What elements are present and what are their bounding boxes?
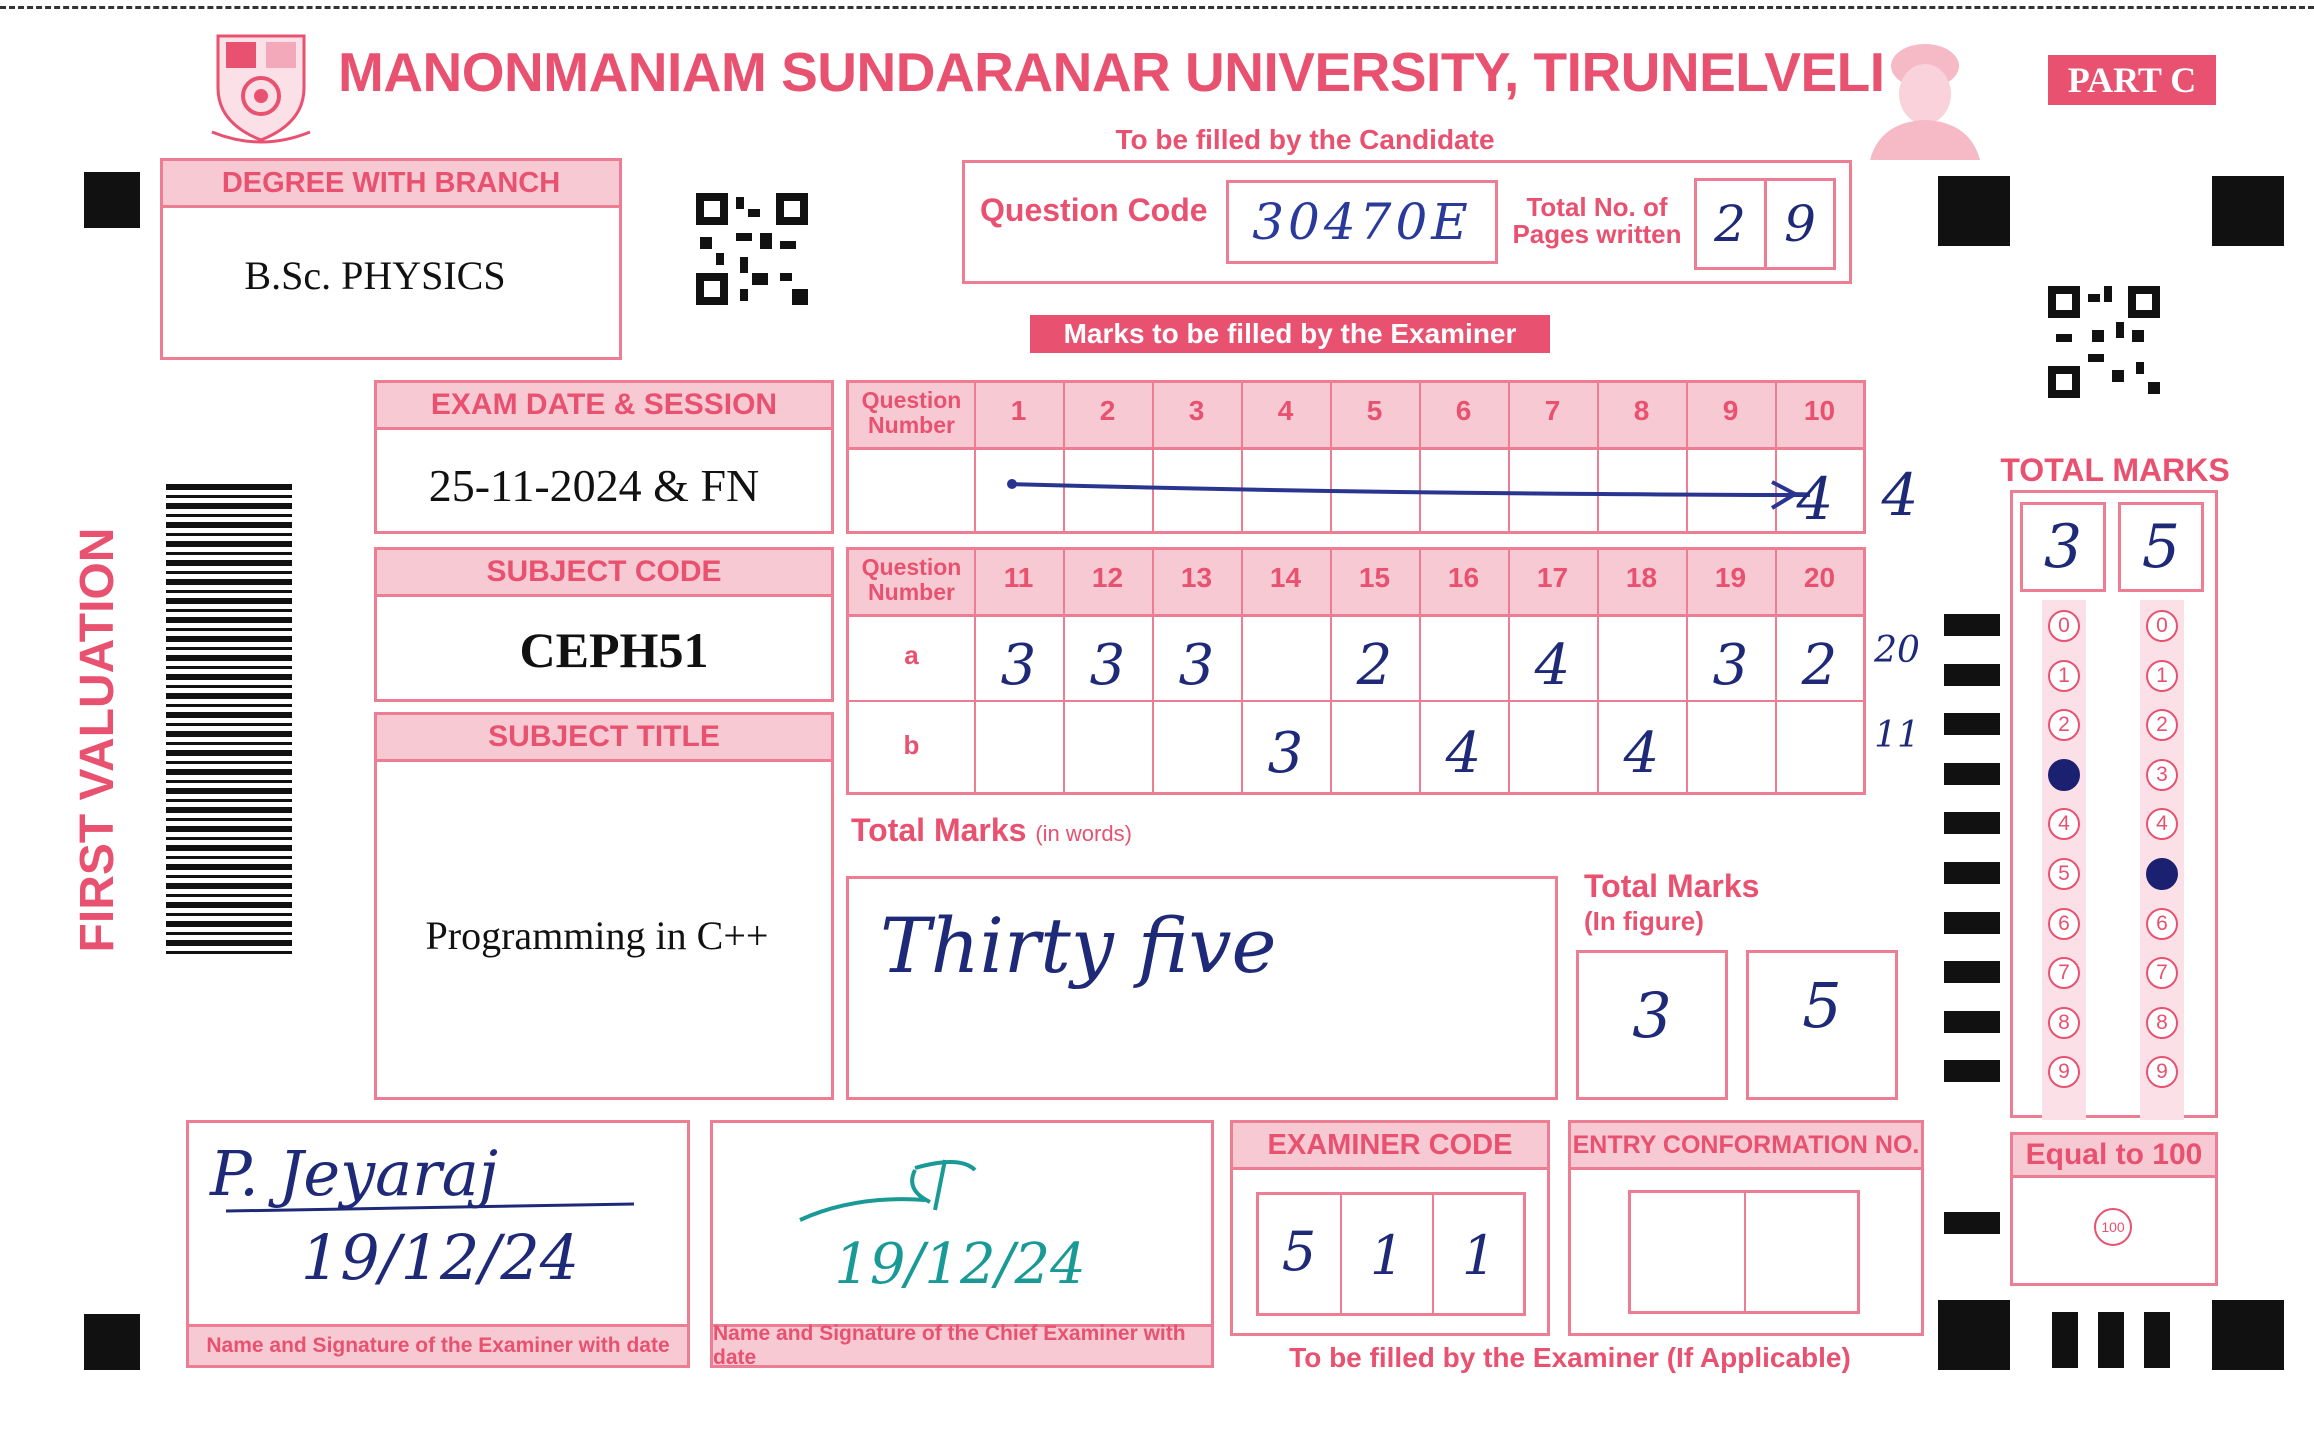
row1-strike-line	[1000, 470, 1810, 530]
timing-mark	[1944, 961, 2000, 983]
question-label-line1: Question	[861, 387, 962, 413]
mark-row-a: 2	[1801, 632, 1838, 698]
barcode	[166, 484, 292, 954]
top-perforation	[0, 6, 2314, 9]
total-marks-digit: 5	[2141, 512, 2181, 582]
row1-mark: 4	[1796, 465, 1834, 533]
question-number: 1	[1010, 395, 1027, 426]
university-title: MANONMANIAM SUNDARANAR UNIVERSITY, TIRUNELVELI	[338, 41, 1885, 103]
mark-row-b: 4	[1623, 720, 1660, 786]
degree-value: B.Sc. PHYSICS	[244, 252, 506, 298]
bubble-tens[interactable]: 2	[2048, 709, 2080, 741]
timing-mark	[1944, 1011, 2000, 1033]
examiner-sig-caption: Name and Signature of the Examiner with date	[186, 1324, 690, 1368]
bubble-units[interactable]: 9	[2146, 1056, 2178, 1088]
qr-code	[2046, 286, 2162, 398]
mark-row-a: 3	[1712, 632, 1749, 698]
bubble-units[interactable]: 6	[2146, 908, 2178, 940]
question-number-label	[849, 555, 974, 615]
registration-mark	[2212, 1300, 2284, 1370]
pages-digit: 9	[1784, 195, 1816, 253]
row-a-label: a	[904, 640, 919, 670]
question-number: 4	[1277, 395, 1294, 426]
row1-total: 4	[1881, 461, 1919, 529]
university-emblem	[208, 28, 314, 148]
registration-mark	[84, 1314, 140, 1370]
examiner-code-digit: 1	[1461, 1223, 1497, 1287]
total-words-label	[851, 812, 1251, 852]
registration-mark	[84, 172, 140, 228]
mark-row-a: 3	[1178, 632, 1215, 698]
mark-row-a: 3	[1089, 632, 1126, 698]
entry-conf-label: ENTRY CONFORMATION NO.	[1568, 1120, 1924, 1170]
timing-mark	[1944, 862, 2000, 884]
part-badge: PART C	[2048, 55, 2216, 105]
subject-code-label: SUBJECT CODE	[374, 547, 834, 597]
question-label-line2: Number	[868, 412, 955, 438]
row-b-total: 11	[1874, 714, 1920, 756]
bubble-tens[interactable]: 7	[2048, 957, 2080, 989]
bubble-tens[interactable]: 3	[2048, 759, 2080, 791]
total-figure-digit: 5	[1802, 968, 1842, 1042]
registration-mark	[1938, 1300, 2010, 1370]
question-code-label: Question Code	[980, 192, 1208, 228]
question-number: 11	[1003, 562, 1034, 593]
mark-row-a: 4	[1534, 632, 1571, 698]
question-number: 18	[1625, 562, 1658, 593]
question-number: 10	[1803, 395, 1836, 426]
timing-mark	[1944, 763, 2000, 785]
exam-date-label: EXAM DATE & SESSION	[374, 380, 834, 430]
total-figure-digit: 3	[1632, 978, 1672, 1052]
question-number: 16	[1447, 562, 1480, 593]
question-label-line1: Question	[861, 554, 962, 580]
chief-sig-caption: Name and Signature of the Chief Examiner with date	[710, 1324, 1214, 1368]
equal-to-label: Equal to 100	[2010, 1132, 2218, 1178]
mark-row-b: 4	[1445, 720, 1482, 786]
row-a-total: 20	[1874, 629, 1920, 671]
bubble-100[interactable]: 100	[2094, 1208, 2132, 1246]
question-number: 3	[1188, 395, 1205, 426]
footer-note: To be filled by the Examiner (If Applicable)	[1289, 1342, 1851, 1373]
total-words-sub: (in words)	[1035, 821, 1132, 846]
mark-row-b: 3	[1267, 720, 1304, 786]
degree-label: DEGREE WITH BRANCH	[160, 158, 622, 208]
bubble-units[interactable]: 4	[2146, 808, 2178, 840]
subject-title-label: SUBJECT TITLE	[374, 712, 834, 762]
bubble-units[interactable]: 7	[2146, 957, 2178, 989]
candidate-note: To be filled by the Candidate	[1115, 124, 1495, 155]
examiner-date: 19/12/24	[300, 1220, 580, 1294]
question-number: 9	[1722, 395, 1739, 426]
total-marks-digit: 3	[2043, 512, 2083, 582]
chief-signature	[795, 1150, 1035, 1230]
bubble-tens[interactable]: 5	[2048, 858, 2080, 890]
qr-code	[696, 192, 808, 306]
entry-conf-divider	[1744, 1190, 1746, 1314]
bubble-units[interactable]: 1	[2146, 660, 2178, 692]
question-number: 14	[1269, 562, 1302, 593]
timing-mark	[1944, 1212, 2000, 1234]
question-number: 2	[1099, 395, 1116, 426]
bubble-units[interactable]: 2	[2146, 709, 2178, 741]
question-code-value: 30470E	[1252, 193, 1472, 251]
timing-mark	[1944, 1060, 2000, 1082]
total-words-value: Thirty five	[880, 900, 1277, 990]
question-number: 20	[1803, 562, 1836, 593]
examiner-name: P. Jeyaraj	[210, 1136, 498, 1210]
total-words-title: Total Marks	[851, 812, 1027, 848]
bubble-units[interactable]: 8	[2146, 1007, 2178, 1039]
pages-digit: 2	[1714, 195, 1746, 253]
examiner-code-digit: 1	[1369, 1223, 1405, 1287]
bubble-tens[interactable]: 9	[2048, 1056, 2080, 1088]
total-marks-panel-label: TOTAL MARKS	[2000, 452, 2230, 488]
question-number: 7	[1544, 395, 1561, 426]
first-valuation-label: FIRST VALUATION	[71, 527, 124, 953]
bubble-tens[interactable]: 8	[2048, 1007, 2080, 1039]
bottom-timing-bar	[2098, 1312, 2124, 1368]
timing-mark	[1944, 812, 2000, 834]
examiner-code-label: EXAMINER CODE	[1230, 1120, 1550, 1170]
question-number: 12	[1091, 562, 1124, 593]
question-number: 13	[1180, 562, 1213, 593]
subject-title-value: Programming in C++	[425, 912, 769, 958]
question-number: 15	[1358, 562, 1391, 593]
question-number: 5	[1366, 395, 1383, 426]
question-number: 19	[1714, 562, 1747, 593]
row-b-label: b	[903, 730, 920, 760]
pages-label-line1: Total No. of	[1526, 192, 1668, 222]
bubble-tens[interactable]: 6	[2048, 908, 2080, 940]
pages-label	[1502, 194, 1692, 254]
question-label-line2: Number	[868, 579, 955, 605]
question-number: 17	[1536, 562, 1569, 593]
timing-mark	[1944, 912, 2000, 934]
portrait-image	[1860, 36, 1990, 160]
subject-code-value: CEPH51	[519, 622, 709, 678]
registration-mark	[1938, 176, 2010, 246]
timing-mark	[1944, 664, 2000, 686]
examiner-banner: Marks to be filled by the Examiner	[1030, 315, 1550, 353]
bottom-timing-bar	[2052, 1312, 2078, 1368]
registration-mark	[2212, 176, 2284, 246]
question-number: 6	[1455, 395, 1472, 426]
bubble-units[interactable]: 0	[2146, 610, 2178, 642]
bubble-tens[interactable]: 4	[2048, 808, 2080, 840]
bubble-tens[interactable]: 1	[2048, 660, 2080, 692]
bubble-units[interactable]: 5	[2146, 858, 2178, 890]
mark-row-a: 3	[1000, 632, 1037, 698]
question-number-label	[849, 388, 974, 448]
examiner-code-digit: 5	[1281, 1219, 1317, 1283]
chief-date: 19/12/24	[834, 1231, 1086, 1297]
timing-mark	[1944, 713, 2000, 735]
mark-row-a: 2	[1356, 632, 1393, 698]
pages-label-line2: Pages written	[1512, 219, 1682, 249]
exam-date-value: 25-11-2024 & FN	[428, 459, 760, 511]
marks-grid-2-row-divider	[849, 700, 1863, 702]
bubble-tens[interactable]: 0	[2048, 610, 2080, 642]
total-figure-sub: (In figure)	[1584, 906, 1704, 936]
question-number: 8	[1633, 395, 1650, 426]
bottom-timing-bar	[2144, 1312, 2170, 1368]
timing-mark	[1944, 614, 2000, 636]
total-figure-title: Total Marks	[1584, 868, 1760, 904]
bubble-units[interactable]: 3	[2146, 759, 2178, 791]
